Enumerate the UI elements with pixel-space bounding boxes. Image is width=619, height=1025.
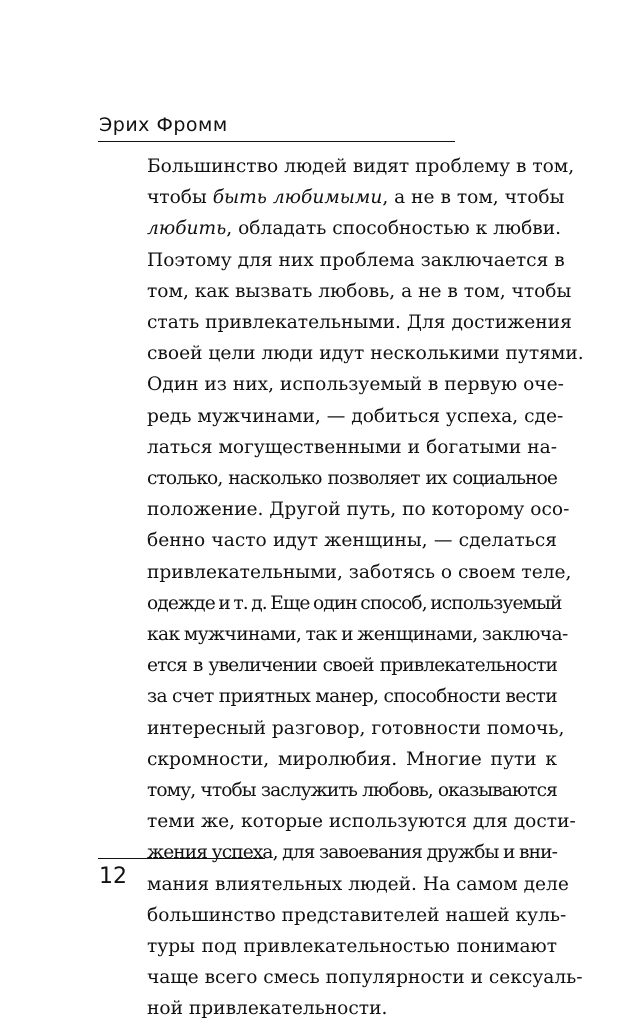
text-segment: интересный разговор, готовности помочь, (147, 717, 565, 739)
text-segment: чаще всего смесь популярности и сексуаль- (147, 967, 583, 989)
text-segment: привлекательными, заботясь о своем теле, (147, 561, 572, 583)
text-line (147, 182, 565, 213)
text-line (147, 650, 557, 681)
text-line (147, 245, 565, 276)
text-line (147, 837, 557, 868)
text-line (147, 681, 557, 712)
text-line (147, 213, 562, 244)
text-line (147, 557, 572, 588)
text-line (147, 931, 557, 962)
text-segment: стать привлекательными. Для достижения (147, 312, 572, 334)
text-segment: своей цели люди идут несколькими путями. (147, 343, 584, 365)
text-line (147, 619, 568, 650)
text-line (147, 744, 557, 775)
text-segment: редь мужчинами, — добиться успеха, сде- (147, 405, 564, 427)
text-segment: латься могущественными и богатыми на- (147, 436, 557, 458)
text-segment: ной привлекательности. (147, 998, 388, 1020)
italic-emphasis: любить (147, 218, 227, 240)
text-segment: туры под привлекательностью понимают (147, 936, 557, 958)
text-segment: большинство представителей нашей куль- (147, 904, 567, 926)
text-segment: скромности, миролюбия. Многие пути к (147, 748, 557, 770)
text-line (147, 869, 569, 900)
text-segment: тому, чтобы заслужить любовь, оказываются (147, 780, 557, 802)
text-line (147, 276, 572, 307)
text-line (147, 993, 557, 1024)
text-segment: том, как вызвать любовь, а не в том, чтобы (147, 280, 572, 302)
page-number: 12 (99, 864, 127, 889)
text-line (147, 588, 562, 619)
italic-emphasis: быть любимыми (212, 187, 383, 209)
footer-rule (98, 858, 265, 859)
text-line (147, 806, 576, 837)
text-line (147, 713, 565, 744)
header-rule (98, 141, 455, 142)
text-line (147, 401, 564, 432)
text-segment: жения успеха, для завоевания дружбы и вни- (147, 842, 557, 864)
text-segment: , обладать способностью к любви. (226, 218, 562, 240)
text-line (147, 369, 564, 400)
text-line (147, 900, 567, 931)
text-segment: Поэтому для них проблема заключается в (147, 249, 565, 271)
text-segment: Один из них, используемый в первую оче- (147, 374, 564, 396)
text-line (147, 307, 572, 338)
text-line (147, 962, 583, 993)
text-segment: как мужчинами, так и женщинами, заключа- (147, 624, 568, 646)
running-header-author: Эрих Фромм (99, 114, 228, 136)
text-segment: Большинство людей видят проблему в том, (147, 156, 575, 177)
text-line (147, 525, 557, 556)
text-segment: мания влиятельных людей. На самом деле (147, 873, 569, 895)
text-line (147, 494, 570, 525)
text-line (147, 151, 575, 182)
text-segment: за счет приятных манер, способности вести (147, 686, 557, 708)
text-segment: положение. Другой путь, по которому осо- (147, 499, 570, 521)
text-segment: бенно часто идут женщины, — сделаться (147, 530, 557, 552)
text-line (147, 463, 557, 494)
text-line (147, 432, 557, 463)
text-segment: столько, насколько позволяет их социальное (147, 468, 557, 490)
text-segment: чтобы (147, 187, 213, 209)
body-text (147, 151, 584, 1025)
text-line (147, 775, 557, 806)
text-line (147, 338, 584, 369)
text-segment: теми же, которые используются для дости- (147, 811, 576, 833)
text-segment: одежде и т. д. Еще один способ, используемый (147, 592, 562, 614)
text-segment: ется в увеличении своей привлекательности (147, 655, 557, 677)
text-segment: , а не в том, чтобы (382, 187, 565, 209)
